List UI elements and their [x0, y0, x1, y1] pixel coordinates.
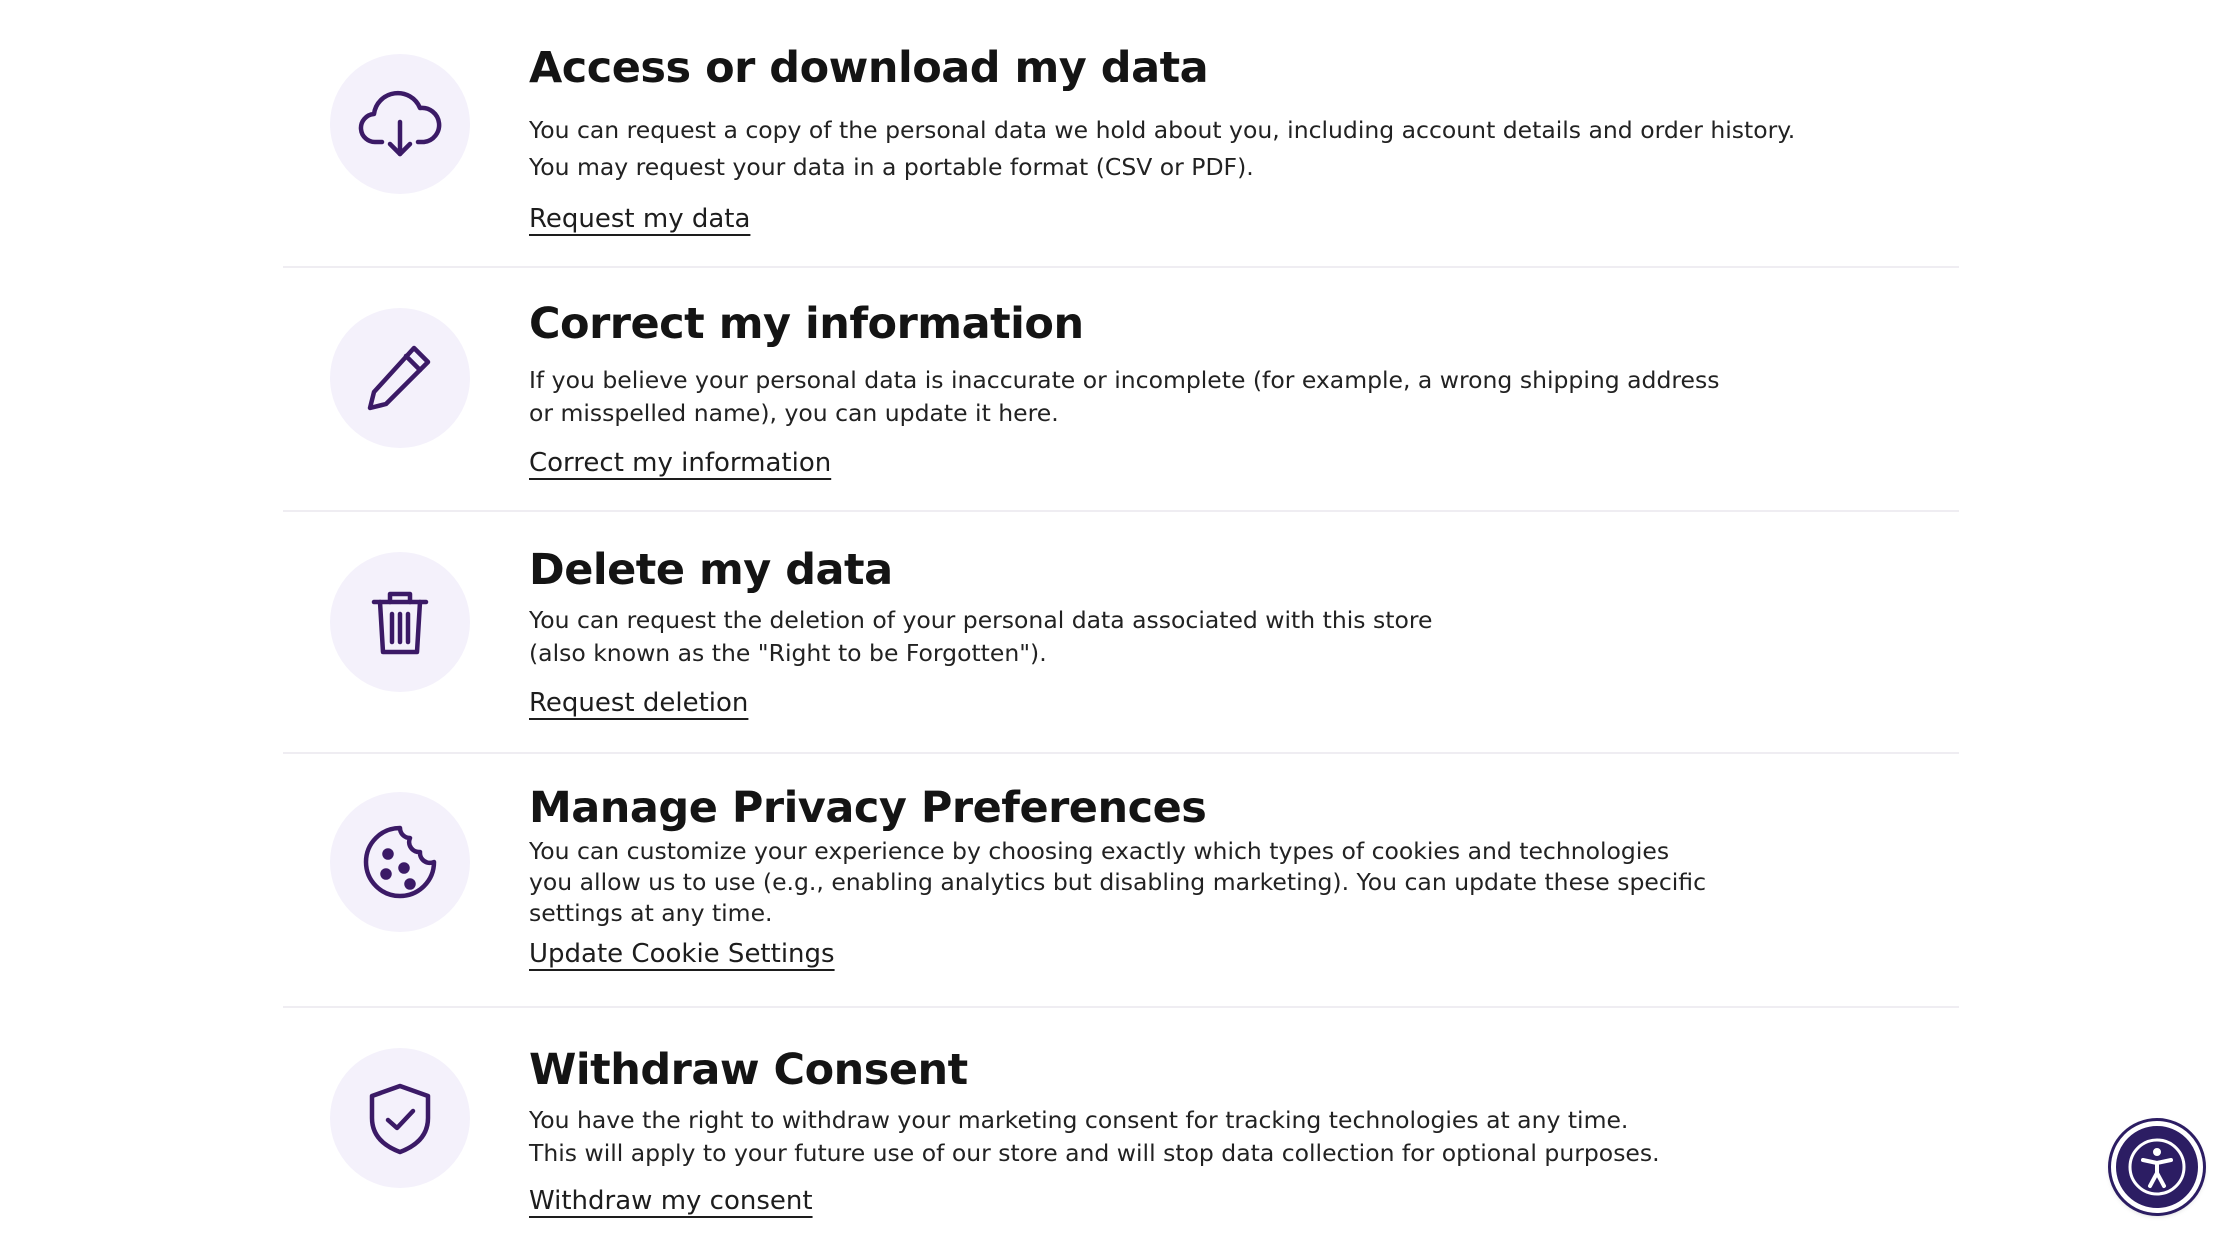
accessibility-button[interactable]	[2111, 1121, 2203, 1213]
cloud-download-icon-wrap	[330, 54, 470, 194]
divider	[283, 752, 1959, 754]
description-line: If you believe your personal data is inaccurate or incomplete (for example, a wrong shipping address	[529, 366, 1720, 394]
divider	[283, 510, 1959, 512]
section-description	[529, 364, 1809, 430]
description-line: This will apply to your future use of our store and will stop data collection for optional purposes.	[529, 1139, 1660, 1167]
shield-check-icon	[352, 1070, 448, 1166]
description-line: You can request the deletion of your personal data associated with this store	[529, 606, 1433, 634]
section-access-data	[283, 40, 1959, 260]
description-line: You have the right to withdraw your marketing consent for tracking technologies at any time.	[529, 1106, 1629, 1134]
trash-icon	[352, 574, 448, 670]
description-line: you allow us to use (e.g., enabling analytics but disabling marketing). You can update these specific	[529, 868, 1706, 896]
description-line: You can request a copy of the personal data we hold about you, including account details and order history.	[529, 116, 1796, 144]
pencil-icon	[352, 330, 448, 426]
description-line: You can customize your experience by choosing exactly which types of cookies and technologies	[529, 837, 1670, 865]
section-title: Withdraw Consent	[529, 1045, 968, 1095]
section-content	[529, 42, 1959, 234]
section-description	[529, 604, 1809, 670]
correct-my-information-link[interactable]: Correct my information	[529, 448, 832, 478]
request-my-data-link[interactable]: Request my data	[529, 204, 751, 234]
divider	[283, 266, 1959, 268]
shield-check-icon-wrap	[330, 1048, 470, 1188]
section-content	[529, 544, 1959, 718]
section-content	[529, 782, 1959, 969]
section-description	[529, 114, 1809, 184]
section-content	[529, 298, 1959, 478]
description-line: You may request your data in a portable format (CSV or PDF).	[529, 153, 1254, 181]
trash-icon-wrap	[330, 552, 470, 692]
cookie-icon	[352, 814, 448, 910]
divider	[283, 1006, 1959, 1008]
update-cookie-settings-link[interactable]: Update Cookie Settings	[529, 939, 835, 969]
section-privacy-preferences	[283, 782, 1959, 1002]
section-content	[529, 1044, 1959, 1216]
description-line: (also known as the "Right to be Forgotten").	[529, 639, 1047, 667]
section-title: Delete my data	[529, 545, 893, 595]
section-delete-data	[283, 540, 1959, 750]
description-line: or misspelled name), you can update it here.	[529, 399, 1059, 427]
section-title: Access or download my data	[529, 43, 1209, 93]
cookie-icon-wrap	[330, 792, 470, 932]
section-correct-info	[283, 296, 1959, 506]
request-deletion-link[interactable]: Request deletion	[529, 688, 749, 718]
section-description	[529, 1104, 1809, 1170]
withdraw-my-consent-link[interactable]: Withdraw my consent	[529, 1186, 813, 1216]
section-withdraw-consent	[283, 1036, 1959, 1246]
description-line: settings at any time.	[529, 899, 773, 927]
section-description	[529, 836, 1809, 929]
accessibility-icon	[2125, 1135, 2189, 1199]
cloud-download-icon	[352, 76, 448, 172]
section-title: Correct my information	[529, 299, 1084, 349]
pencil-icon-wrap	[330, 308, 470, 448]
section-title: Manage Privacy Preferences	[529, 783, 1207, 833]
